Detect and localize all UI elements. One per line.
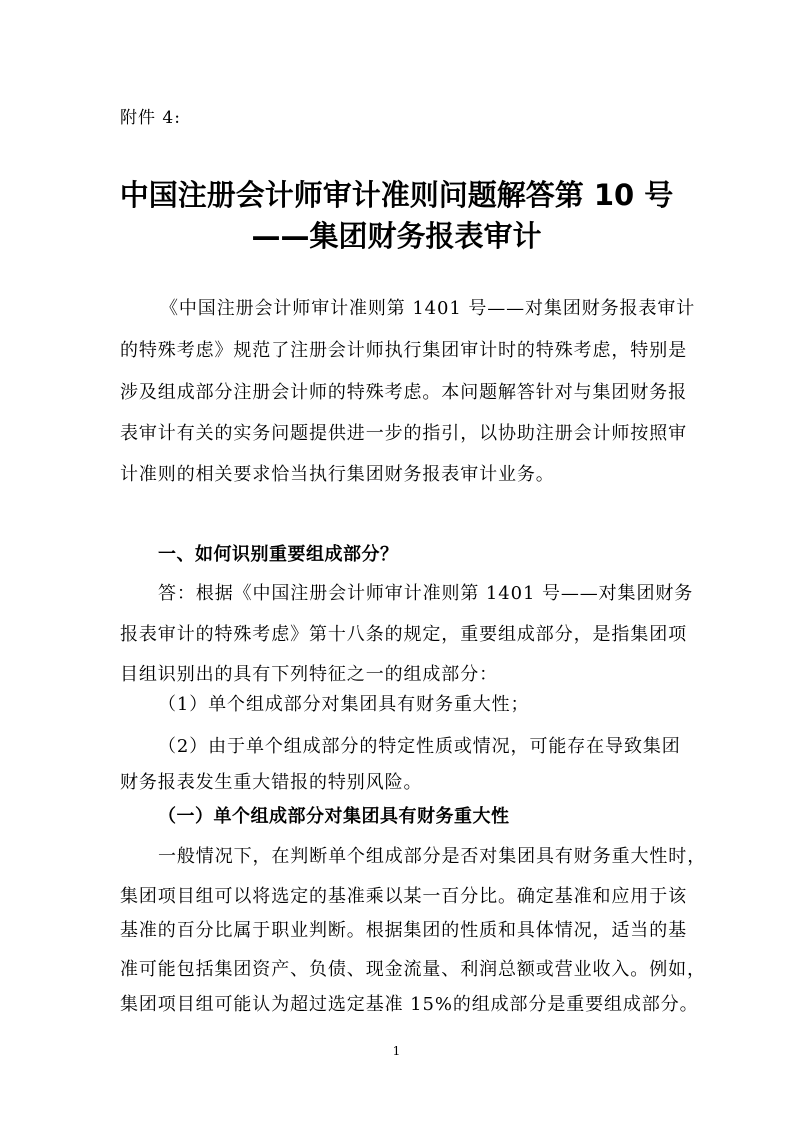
criterion-item-2-line-1: （2）由于单个组成部分的特定性质或情况，可能存在导致集团 — [158, 736, 681, 757]
subsection-line-5: 集团项目组可能认为超过选定基准 15%的组成部分是重要组成部分。 — [120, 994, 699, 1015]
subsection-line-4: 准可能包括集团资产、负债、现金流量、利润总额或营业收入。例如， — [120, 959, 706, 980]
subsection-line-1: 一般情况下，在判断单个组成部分是否对集团具有财务重大性时， — [158, 846, 707, 867]
subsection-line-3: 基准的百分比属于职业判断。根据集团的性质和具体情况，适当的基 — [120, 920, 687, 941]
intro-line-2: 的特殊考虑》规范了注册会计师执行集团审计时的特殊考虑，特别是 — [120, 340, 687, 361]
intro-line-4: 表审计有关的实务问题提供进一步的指引，以协助注册会计师按照审 — [120, 423, 687, 444]
intro-line-1: 《中国注册会计师审计准则第 1401 号——对集团财务报表审计 — [160, 298, 696, 319]
answer-line-1: 答：根据《中国注册会计师审计准则第 1401 号——对集团财务 — [158, 583, 694, 604]
document-title-line-1: 中国注册会计师审计准则问题解答第 10 号 — [119, 178, 674, 212]
subsection-line-2: 集团项目组可以将选定的基准乘以某一百分比。确定基准和应用于该 — [120, 886, 687, 907]
intro-line-5: 计准则的相关要求恰当执行集团财务报表审计业务。 — [120, 464, 555, 485]
page-number: 1 — [392, 1044, 401, 1058]
section-1-heading: 一、如何识别重要组成部分？ — [158, 544, 399, 565]
attachment-label: 附件 4: — [120, 108, 181, 128]
subsection-1-heading: （一）单个组成部分对集团具有财务重大性 — [158, 806, 510, 827]
criterion-item-1: （1）单个组成部分对集团具有财务重大性； — [158, 694, 530, 715]
document-title-line-2: ——集团财务报表审计 — [251, 219, 542, 253]
answer-line-2: 报表审计的特殊考虑》第十八条的规定，重要组成部分，是指集团项 — [120, 624, 687, 645]
intro-line-3: 涉及组成部分注册会计师的特殊考虑。本问题解答针对与集团财务报 — [120, 382, 687, 403]
criterion-item-2-line-2: 财务报表发生重大错报的特别风险。 — [120, 772, 423, 793]
answer-line-3: 目组识别出的具有下列特征之一的组成部分： — [120, 664, 498, 685]
